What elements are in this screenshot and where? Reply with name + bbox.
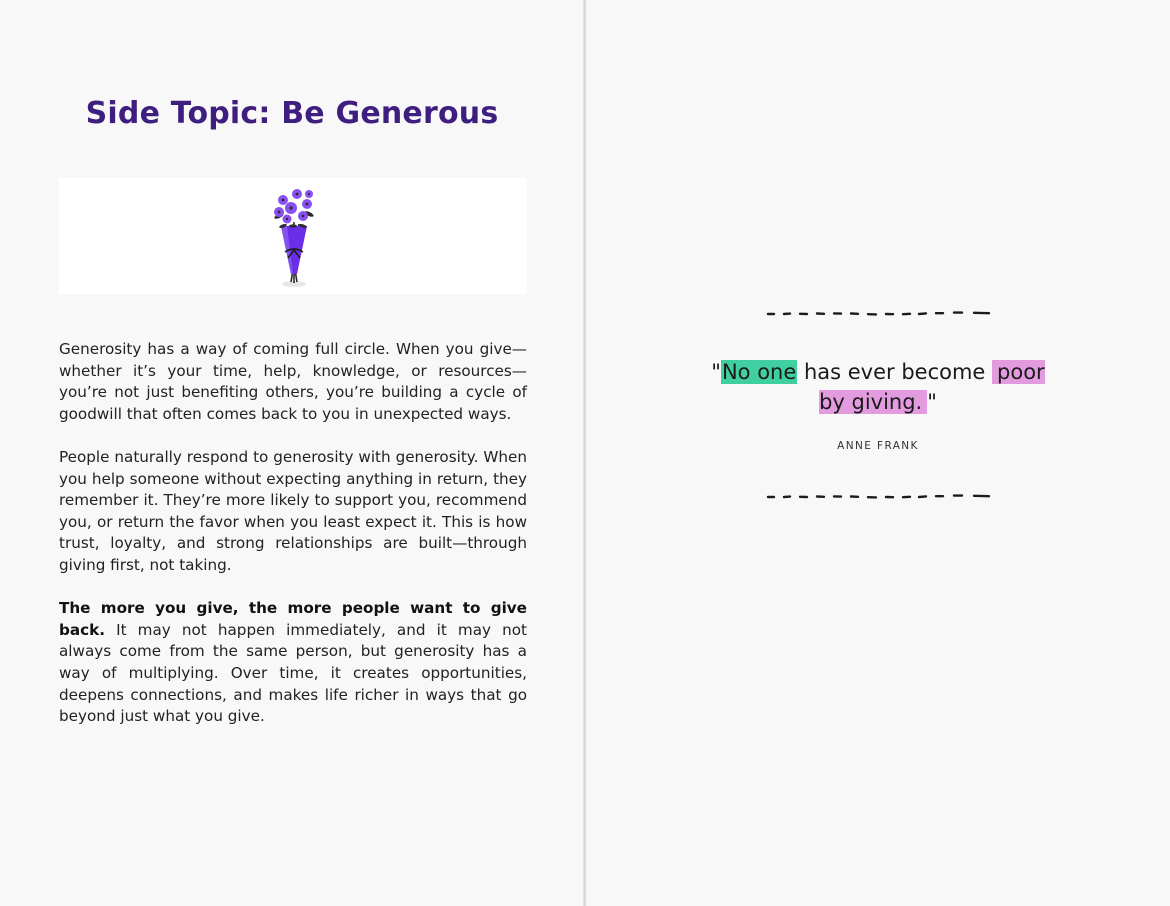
flower-bouquet-icon bbox=[267, 186, 321, 290]
quote-author: ANNE FRANK bbox=[837, 440, 919, 452]
paragraph-3-text: It may not happen immediately, and it may not always come from the same person, but generosity has a way of multiplying. Over time, it creates opportunities, deepens connections, and makes life richer in ways that go beyond just what you give. bbox=[59, 620, 527, 726]
paragraph-2: People naturally respond to generosity with generosity. When you help someone without expecting anything in return, they remember it. They’re more likely to support you, recommend you, or return the favor when you least expect it. This is how trust, loyalty, and strong relationships are built—through giving first, not taking. bbox=[59, 447, 527, 574]
quote-text bbox=[700, 357, 1056, 417]
quote-highlight-green: No one bbox=[721, 360, 797, 384]
quote-middle: has ever become bbox=[797, 360, 993, 384]
left-page bbox=[0, 0, 584, 906]
right-page bbox=[586, 0, 1170, 906]
quote-close-mark: " bbox=[927, 390, 937, 414]
quote-open-mark: " bbox=[711, 360, 721, 384]
paragraph-3-emphasis: The more you give, the more people want to give back. bbox=[59, 599, 527, 639]
page-title: Side Topic: Be Generous bbox=[85, 96, 499, 131]
quote-highlight-pink: poor by giving. bbox=[819, 360, 1045, 414]
dashed-divider-top bbox=[766, 309, 992, 317]
dashed-divider-bottom bbox=[766, 492, 992, 500]
body-text bbox=[59, 339, 527, 749]
paragraph-3 bbox=[59, 598, 527, 728]
bouquet-image bbox=[59, 178, 527, 294]
paragraph-1: Generosity has a way of coming full circle. When you give—whether it’s your time, help, knowledge, or resources—you’re not just benefiting others, you’re building a cycle of goodwill that often comes back to you in unexpected ways. bbox=[59, 340, 527, 423]
